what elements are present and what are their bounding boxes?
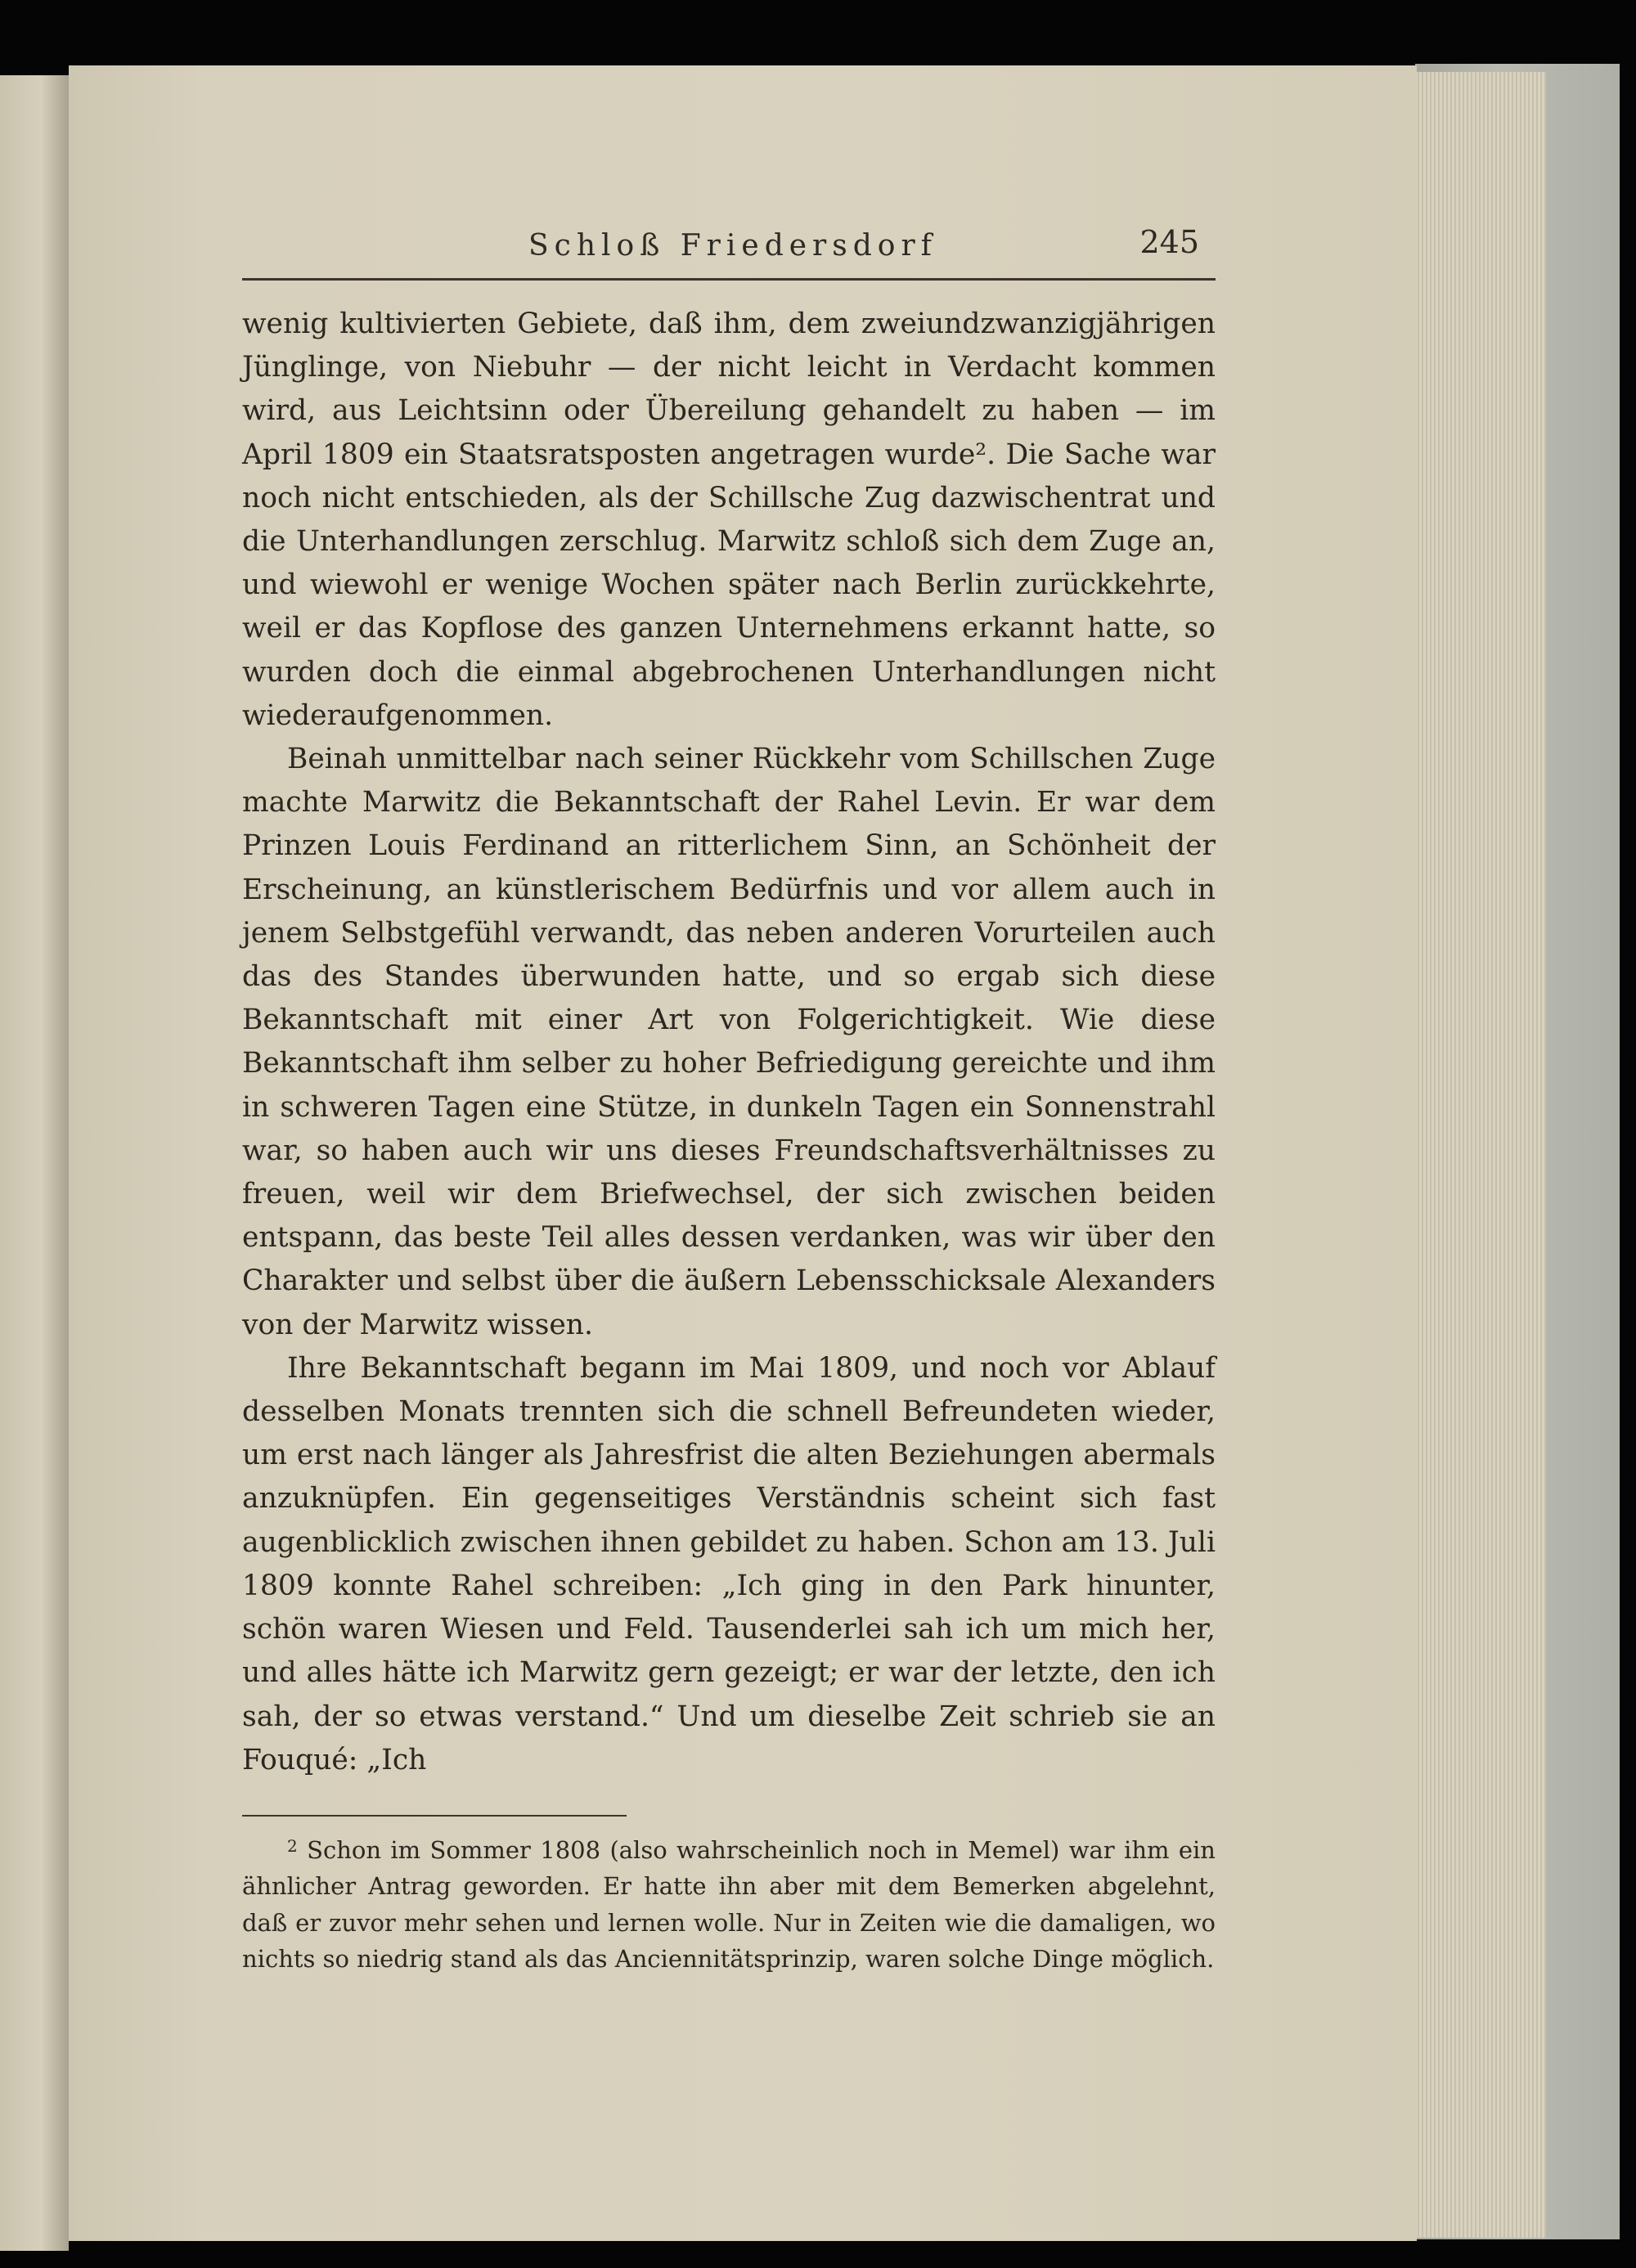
footnote: [242, 1828, 1216, 1978]
footnote-text: Schon im Sommer 1808 (also wahrscheinlich noch in Memel) war ihm ein ähnlicher Antrag geworden. Er hatte ihn aber mit dem Bemerken abgelehnt, daß er zuvor mehr sehen und lernen wolle. Nur in Zeiten wie die damaligen, wo nichts so niedrig stand als das Anciennitätsprinzip, waren solche Dinge möglich.: [242, 1835, 1216, 1974]
text-block: [242, 224, 1216, 1978]
paragraph-2: Beinah unmittelbar nach seiner Rückkehr vom Schillschen Zuge machte Marwitz die Bekanntschaft der Rahel Levin. Er war dem Prinzen Louis Ferdinand an ritterlichem Sinn, an Schönheit der Erscheinung, an künstlerischem Bedürfnis und vor allem auch in jenem Selbstgefühl verwandt, das neben anderen Vorurteilen auch das des Standes überwunden hatte, und so ergab sich diese Bekanntschaft mit einer Art von Folgerichtigkeit. Wie diese Bekanntschaft ihm selber zu hoher Befriedigung gereichte und ihm in schweren Tagen eine Stütze, in dunkeln Tagen ein Sonnenstrahl war, so haben auch wir uns dieses Freundschaftsverhältnisses zu freuen, weil wir dem Briefwechsel, der sich zwischen beiden entspann, das beste Teil alles dessen verdanken, was wir über den Charakter und selbst über die äußern Lebensschicksale Alexanders von der Marwitz wissen.: [242, 743, 1216, 1341]
footnote-marker: 2: [287, 1835, 298, 1856]
running-head: [242, 224, 1216, 303]
page-edges: [1415, 72, 1546, 2238]
paragraph-3: Ihre Bekanntschaft begann im Mai 1809, und noch vor Ablauf desselben Monats trennten sich die schnell Befreundeten wieder, um erst nach länger als Jahresfrist die alten Beziehungen abermals anzuknüpfen. Ein gegenseitiges Verständnis scheint sich fast augenblicklich zwischen ihnen gebildet zu haben. Schon am 13. Juli 1809 konnte Rahel schreiben: „Ich ging in den Park hinunter, schön waren Wiesen und Feld. Tausenderlei sah ich um mich her, und alles hätte ich Marwitz gern gezeigt; er war der letzte, den ich sah, der so etwas verstand.“ Und um dieselbe Zeit schrieb sie an Fouqué: „Ich: [242, 1351, 1216, 1776]
previous-page-edge: [0, 75, 69, 2251]
footnote-paragraph: [242, 1828, 1216, 1978]
paragraph-1: wenig kultivierten Gebiete, daß ihm, dem zweiundzwanzigjährigen Jünglinge, von Niebuhr — der nicht leicht in Verdacht kommen wird, aus Leichtsinn oder Übereilung gehandelt zu haben — im April 1809 ein Staatsratsposten angetragen wurde². Die Sache war noch nicht entschieden, als der Schillsche Zug dazwischentrat und die Unterhandlungen zerschlug. Marwitz schloß sich dem Zuge an, und wiewohl er wenige Wochen später nach Berlin zurückkehrte, weil er das Kopflose des ganzen Unternehmens erkannt hatte, so wurden doch die einmal abgebrochenen Unterhandlungen nicht wiederaufgenommen.: [242, 308, 1216, 732]
footnote-rule: [242, 1815, 627, 1817]
book-page: [69, 65, 1417, 2241]
body-text: [242, 303, 1216, 1782]
header-rule: [242, 278, 1216, 281]
page-number: 245: [1139, 224, 1199, 260]
running-head-title: Schloß Friedersdorf: [528, 229, 937, 263]
